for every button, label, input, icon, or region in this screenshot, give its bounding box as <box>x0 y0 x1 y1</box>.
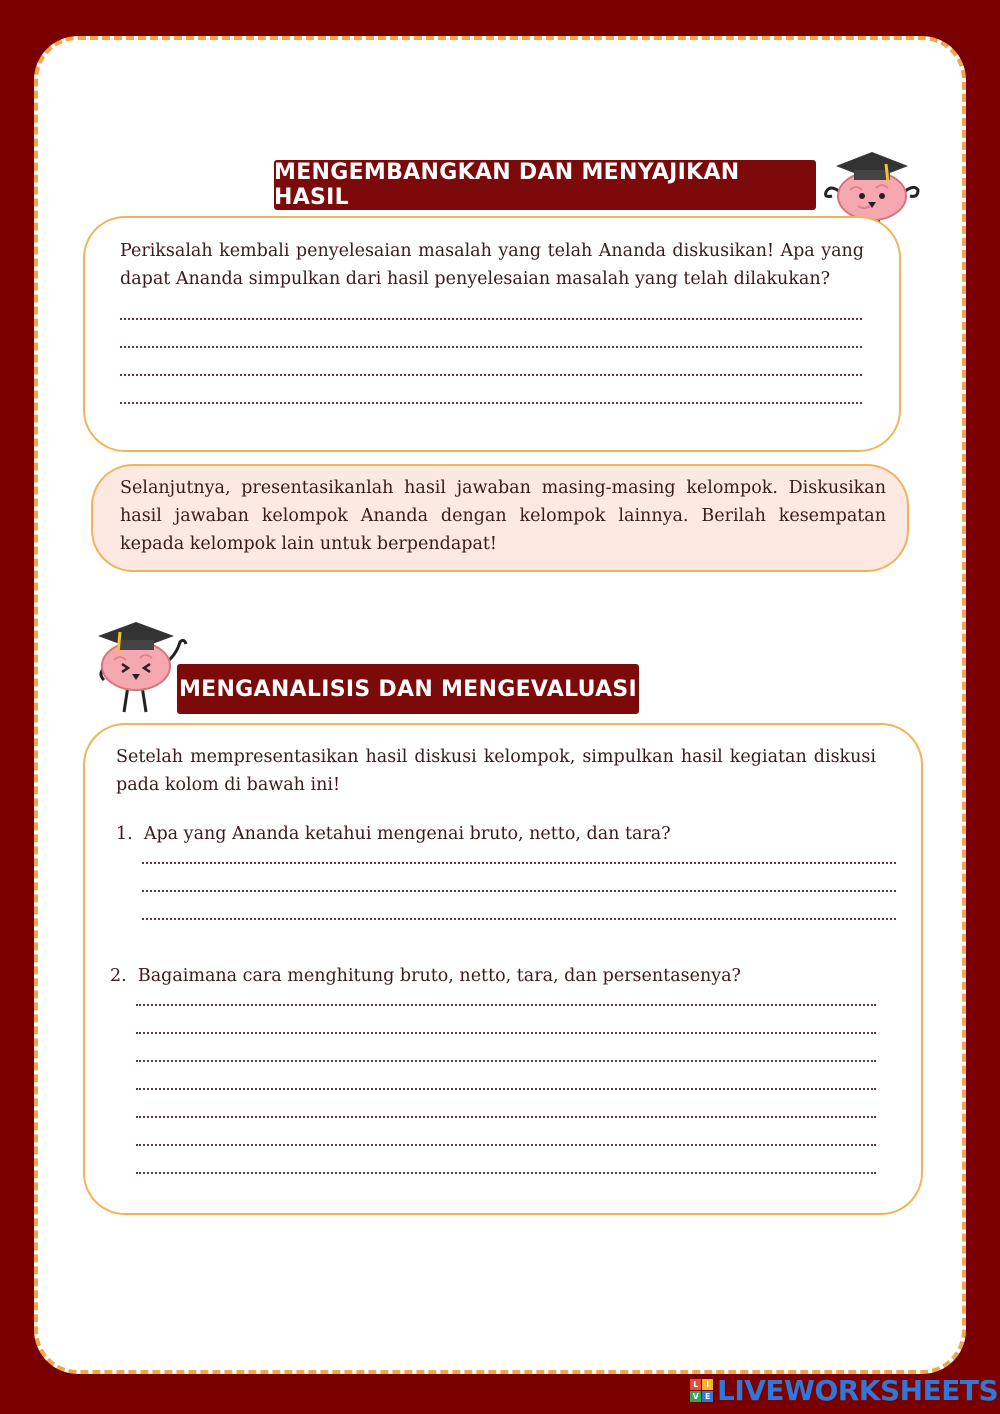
answer-line[interactable] <box>136 1144 876 1146</box>
answer-line[interactable] <box>136 1032 876 1034</box>
section1-title-banner <box>274 160 816 210</box>
answer-line[interactable] <box>142 890 896 892</box>
question-number: 2. <box>110 966 127 986</box>
liveworksheets-watermark <box>690 1374 998 1407</box>
answer-line[interactable] <box>136 1088 876 1090</box>
question-1 <box>116 822 671 846</box>
question-text: Apa yang Ananda ketahui mengenai bruto, netto, dan tara? <box>143 824 671 844</box>
question-text: Bagaimana cara menghitung bruto, netto, tara, dan persentasenya? <box>137 966 741 986</box>
section1-note: Selanjutnya, presentasikanlah hasil jawaban masing-masing kelompok. Diskusikan hasil jawaban kelompok Ananda dengan kelompok lainnya. Berilah kesempatan kepada kelompok lain untuk berpendapat! <box>120 478 886 554</box>
answer-line[interactable] <box>136 1116 876 1118</box>
section2-instruction: Setelah mempresentasikan hasil diskusi kelompok, simpulkan hasil kegiatan diskusi pada kolom di bawah ini! <box>116 747 876 795</box>
section2-title: MENGANALISIS DAN MENGEVALUASI <box>178 676 638 702</box>
liveworksheets-logo-icon: L I V E <box>690 1379 713 1402</box>
section1-instruction: Periksalah kembali penyelesaian masalah yang telah Ananda diskusikan! Apa yang dapat Ananda simpulkan dari hasil penyelesaian masalah yang telah dilakukan? <box>120 241 864 289</box>
answer-line[interactable] <box>120 346 862 348</box>
watermark-text: LIVEWORKSHEETS <box>717 1374 999 1407</box>
section2-title-banner <box>177 664 639 714</box>
answer-line[interactable] <box>136 1172 876 1174</box>
answer-line[interactable] <box>120 402 862 404</box>
answer-line[interactable] <box>120 318 862 320</box>
section1-title: MENGEMBANGKAN DAN MENYAJIKAN HASIL <box>274 160 740 210</box>
question-2 <box>110 964 741 988</box>
answer-line[interactable] <box>142 862 896 864</box>
question-number: 1. <box>116 824 133 844</box>
answer-line[interactable] <box>120 374 862 376</box>
answer-line[interactable] <box>136 1004 876 1006</box>
answer-line[interactable] <box>142 918 896 920</box>
answer-line[interactable] <box>136 1060 876 1062</box>
